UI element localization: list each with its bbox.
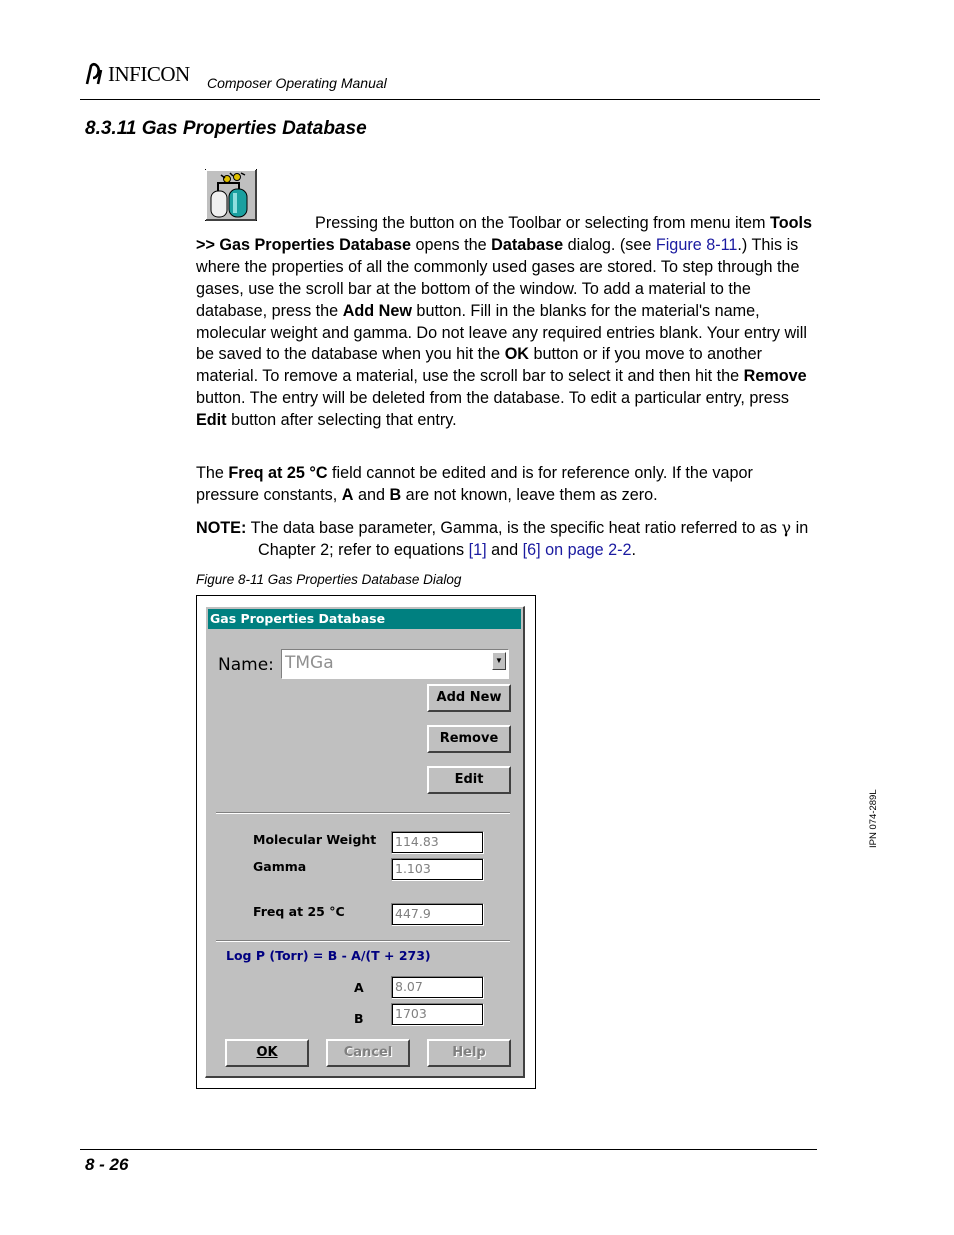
b-label: B (354, 1011, 364, 1026)
help-button[interactable]: Help (427, 1039, 511, 1067)
paragraph-intro: Pressing the button on the Toolbar or selecting from menu item Tools >> Gas Properties Database opens the Database dialog. (see Figure 8-11.) This is where the properties of all the commonly used gases are stored. To step through the gases, use the scroll bar at the bottom of the window. To add a material to the database, press the Add New button. Fill in the blanks for the material's name, molecular weight and gamma. Do not leave any required entries blank. Your entry will be saved to the database when you hit the OK button or if you move to another material. To remove a material, use the scroll bar to select it and then hit the Remove button. The entry will be deleted from the database. To edit a particular entry, press Edit button after selecting that entry. (196, 214, 812, 430)
dialog-titlebar: Gas Properties Database (208, 609, 521, 629)
logo-text: INFICON (108, 61, 190, 86)
inficon-logo-mark-icon (84, 62, 106, 86)
header-rule (80, 99, 820, 100)
note-label: NOTE: (196, 519, 247, 537)
b-field[interactable]: 1703 (391, 1003, 484, 1026)
molecular-weight-field[interactable]: 114.83 (391, 831, 484, 854)
name-label: Name: (218, 655, 274, 675)
name-combobox[interactable] (281, 649, 509, 679)
section-title: 8.3.11 Gas Properties Database (85, 118, 367, 139)
cancel-button[interactable]: Cancel (326, 1039, 410, 1067)
a-field[interactable]: 8.07 (391, 976, 484, 999)
figure-frame (196, 595, 536, 1089)
vapor-pressure-formula: Log P (Torr) = B - A/(T + 273) (226, 948, 431, 963)
ipn-label: IPN 074-289L (868, 789, 879, 848)
figure-8-11-link[interactable]: Figure 8-11 (655, 235, 738, 254)
manual-title: Composer Operating Manual (207, 75, 387, 91)
gamma-field[interactable]: 1.103 (391, 858, 484, 881)
freq-label: Freq at 25 °C (253, 904, 345, 919)
add-new-button[interactable]: Add New (427, 684, 511, 712)
note: NOTE: The data base parameter, Gamma, is the specific heat ratio referred to as γ in Chapter 2; refer to equations [1] and [6] on page 2-2. (196, 518, 809, 559)
dropdown-arrow-icon[interactable]: ▼ (492, 652, 506, 670)
name-value: TMGa (285, 653, 334, 673)
a-label: A (354, 980, 364, 995)
molecular-weight-label: Molecular Weight (253, 832, 377, 847)
gamma-label: Gamma (253, 859, 307, 874)
freq-field: 447.9 (391, 903, 484, 926)
equation-6-link[interactable]: [6] on page 2-2 (522, 540, 632, 559)
equation-1-link[interactable]: [1] (468, 540, 487, 559)
gas-properties-dialog (205, 606, 525, 1078)
page-number: 8 - 26 (85, 1155, 129, 1174)
remove-button[interactable]: Remove (427, 725, 511, 753)
paragraph-freq: The Freq at 25 °C field cannot be edited and is for reference only. If the vapor pressure constants, A and B are not known, leave them as zero. (196, 464, 753, 504)
inficon-logo (84, 60, 190, 88)
edit-button[interactable]: Edit (427, 766, 511, 794)
figure-caption: Figure 8-11 Gas Properties Database Dialog (196, 572, 462, 587)
ok-button-label: OK (256, 1045, 278, 1060)
footer-rule (80, 1149, 817, 1150)
divider-upper (216, 812, 510, 814)
divider-lower (216, 940, 510, 942)
ok-button[interactable] (225, 1039, 309, 1067)
